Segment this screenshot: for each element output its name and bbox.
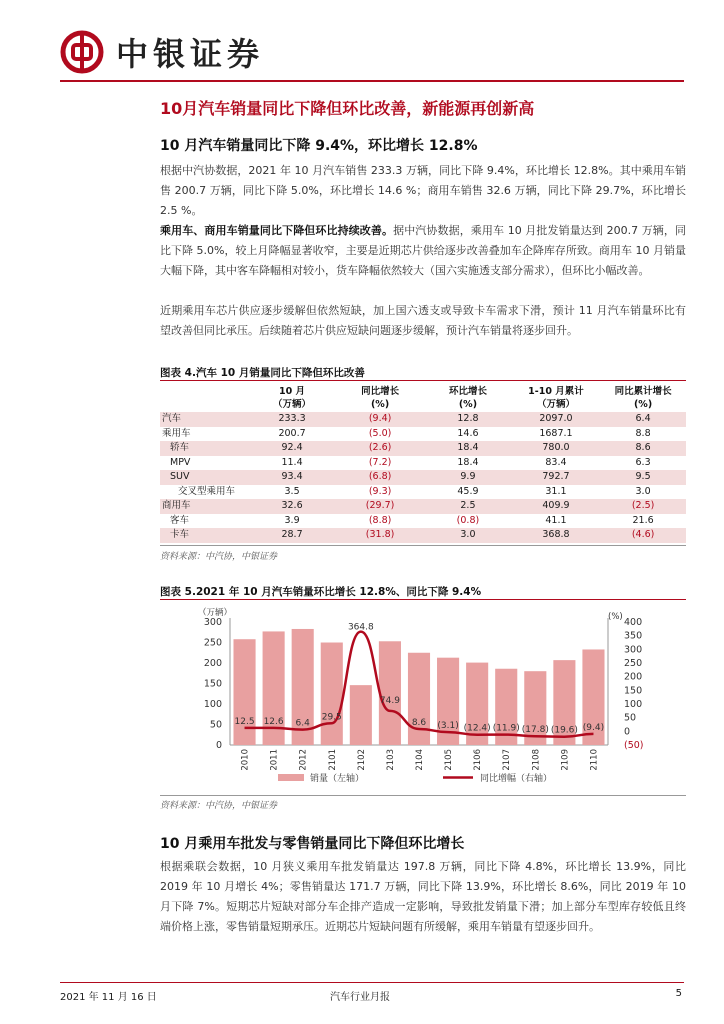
table-cell: 6.4 [600,412,686,427]
x-tick-label: 2110 [589,749,600,771]
table-cell: 3.5 [284,485,300,497]
x-tick-label: 2010 [240,749,251,771]
row-label: 卡车 [160,528,248,543]
legend-line-label: 同比增幅（右轴） [480,774,553,784]
right-tick-label: 150 [624,685,643,697]
table-cell: 11.4 [281,456,303,468]
table-row [160,514,686,529]
sales-chart [160,602,686,792]
right-axis-unit: (%) [608,612,623,622]
yoy-data-label: (11.9) [492,723,520,734]
brand-logo [60,30,264,74]
table-cell: (2.5) [600,499,686,514]
row-label: 轿车 [160,441,248,456]
row-label: SUV [160,470,248,485]
yoy-data-label: 12.5 [234,716,255,727]
table-cell: (29.7) [336,499,424,514]
table-cell: 2.5 [424,499,512,514]
table-cell: (31.8) [336,528,424,543]
section1-paragraph-2-lead: 乘用车、商用车销量同比下降但环比持续改善。 [160,224,394,237]
section1-paragraph-1: 根据中汽协数据，2021 年 10 月汽车销售 233.3 万辆，同比下降 9.4%，环比增长 12.8%。其中乘用车销售 200.7 万辆，同比下降 5.0%，环比增长 14.6 %；商用车销售 32.6 万辆，同比下降 29.7%，环比增长 2.5 %。 [160,164,686,217]
table-header-cell: 同比累计增长 (%) [614,386,672,410]
x-tick-label: 2107 [502,749,513,771]
right-tick-label: 250 [624,658,643,669]
table-cell: (2.6) [336,441,424,456]
section1-paragraph-2-body: 据中汽协数据，乘用车 10 月批发销量达到 200.7 万辆，同比下降 5.0%，较上月降幅显著收窄，主要是近期芯片供给逐步改善叠加车企降库存所致。商用车 10 月销量大幅下降，其中客车降幅相对较小，货车降幅依然较大（国六实施透支部分需求），但环比小幅改善。 [160,224,686,277]
x-tick-label: 2109 [560,749,571,771]
sales-table [160,384,686,543]
right-tick-label: (50) [624,740,644,751]
table-cell: 368.8 [512,528,600,543]
right-tick-label: 400 [624,617,643,628]
x-tick-label: 2106 [473,749,484,771]
table-row [160,456,686,471]
table-row [160,412,686,427]
left-tick-label: 50 [209,719,222,731]
left-axis-unit: （万辆） [198,608,233,618]
table-cell: 1687.1 [539,427,573,439]
footer-rule [60,982,684,983]
yoy-data-label: (3.1) [437,721,459,732]
table-cell: 3.9 [284,514,300,526]
yoy-data-label: 12.6 [263,716,284,727]
table-cell: 792.7 [512,470,600,485]
table-row [160,427,686,442]
table-row [160,485,686,500]
left-tick-label: 200 [203,658,222,669]
yoy-data-label: 6.4 [295,718,310,729]
table-cell: (4.6) [600,528,686,543]
table-cell: 21.6 [632,514,654,526]
section2-title: 10 月乘用车批发与零售销量同比下降但环比增长 [160,836,465,852]
x-tick-label: 2011 [269,749,280,771]
table-cell: 18.4 [457,456,479,468]
figure5-bottom-rule [160,795,686,796]
table-cell: 233.3 [248,412,336,427]
table-header-cell: 10 月 （万辆） [273,386,312,410]
table-cell: 8.8 [635,427,651,439]
row-label: 客车 [170,514,190,526]
table-cell: 200.7 [278,427,306,439]
row-label: 乘用车 [162,427,191,439]
figure5-title: 图表 5.2021 年 10 月汽车销量环比增长 12.8%、同比下降 9.4% [160,586,482,598]
table4-top-rule [160,380,686,381]
section1-title: 10 月汽车销量同比下降 9.4%，环比增长 12.8% [160,138,478,154]
right-tick-label: 100 [624,699,643,710]
yoy-data-label: (17.8) [521,725,549,736]
table-cell: 18.4 [424,441,512,456]
table-cell: 45.9 [457,485,479,497]
table-cell: 6.3 [635,456,651,468]
left-tick-label: 100 [203,699,222,710]
table-header-cell: 1-10 月累计 （万辆） [528,386,584,410]
section2-paragraph-1: 根据乘联会数据，10 月狭义乘用车批发销量达 197.8 万辆，同比下降 4.8%，环比增长 13.9%，同比 2019 年 10 月增长 4%；零售销量达 171.7 万辆，同比下降 13.9%，环比增长 8.6%，同比 2019 年 10 月下降 7%。短期芯片短缺对部分车企排产造成一定影响，导致批发销量下滑；加上部分车型库存较低且终端价格上涨，零售销量短期承压。近期芯片短缺问题有所缓解，乘用车销量有望逐步回升。 [160,860,686,933]
x-tick-label: 2108 [531,749,542,771]
legend-bar-label: 销量（左轴） [310,774,365,784]
section1-paragraph-3: 近期乘用车芯片供应逐步缓解但依然短缺，加上国六透支或导致卡车需求下滑，预计 11 月汽车销量环比有望改善但同比承压。后续随着芯片供应短缺问题逐步缓解，预计汽车销量将逐步回升。 [160,304,686,337]
right-tick-label: 0 [624,726,631,738]
row-label: 汽车 [160,412,248,427]
figure5-source: 资料来源：中汽协，中银证券 [160,801,278,811]
table-cell: 14.6 [457,427,479,439]
table-cell: (8.8) [368,514,392,526]
page-number: 5 [675,988,682,999]
table-cell: 83.4 [545,456,567,468]
page-headline: 10月汽车销量同比下降但环比改善，新能源再创新高 [160,99,535,118]
left-tick-label: 250 [203,637,222,649]
table-cell: (7.2) [368,456,392,468]
table-cell: 31.1 [545,485,567,497]
left-tick-label: 300 [203,617,222,628]
x-tick-label: 2012 [298,749,309,771]
figure5-top-rule [160,599,686,600]
sales-bar [321,643,343,746]
bank-of-china-logo-icon [60,30,104,74]
table-cell: (5.0) [368,427,392,439]
table-cell: 12.8 [424,412,512,427]
sales-bar [379,641,401,745]
x-tick-label: 2103 [385,749,396,771]
table-cell: (6.8) [336,470,424,485]
table-row [160,528,686,543]
yoy-data-label: 364.8 [347,622,374,633]
yoy-data-label: 8.6 [411,717,427,728]
left-tick-label: 150 [203,678,222,690]
table4-title: 图表 4.汽车 10 月销量同比下降但环比改善 [160,367,365,379]
header-rule [60,80,684,82]
yoy-data-label: (9.4) [582,722,605,733]
table-cell: 32.6 [248,499,336,514]
table-cell: 2097.0 [512,412,600,427]
table-header-row [160,384,686,412]
table-cell: 92.4 [248,441,336,456]
table-header-cell: 环比增长 (%) [448,386,487,410]
table4-source: 资料来源：中汽协，中银证券 [160,552,278,562]
right-tick-label: 200 [624,671,643,683]
section1-paragraph-2 [160,221,686,281]
table-cell: (9.4) [336,412,424,427]
table-cell: 41.1 [545,514,567,526]
x-tick-label: 2101 [327,749,338,771]
table-header-cell [160,384,248,412]
table-body [160,412,686,543]
table-cell: 9.5 [600,470,686,485]
brand-name: 中银证券 [116,35,265,73]
yoy-data-label: (12.4) [463,723,491,734]
x-tick-label: 2105 [444,749,455,771]
sales-bar [350,685,372,745]
footer-report-title: 汽车行业月报 [330,992,390,1003]
table-cell: 93.4 [248,470,336,485]
sales-bar [408,653,430,745]
table-row [160,441,686,456]
yoy-data-label: 74.9 [379,695,400,706]
table-cell: (0.8) [456,514,480,526]
table-header-cell: 同比增长 (%) [361,386,400,410]
table-cell: 409.9 [512,499,600,514]
right-tick-label: 50 [624,712,637,724]
x-tick-label: 2104 [415,749,425,771]
legend-bar-swatch [278,774,304,781]
right-tick-label: 350 [624,630,643,642]
table-cell: 780.0 [512,441,600,456]
table-row [160,470,686,485]
row-label: MPV [170,456,191,468]
table-row [160,499,686,514]
right-tick-label: 300 [624,644,643,656]
x-tick-label: 2102 [356,749,367,771]
footer-date: 2021 年 11 月 16 日 [60,992,157,1003]
table-cell: 3.0 [424,528,512,543]
yoy-data-label: (19.6) [550,725,578,736]
table-cell: 9.9 [424,470,512,485]
table-cell: 8.6 [600,441,686,456]
table-cell: 28.7 [248,528,336,543]
row-label: 商用车 [160,499,248,514]
yoy-data-label: 29.5 [321,712,342,723]
table4-bottom-rule [160,545,686,546]
left-tick-label: 0 [215,740,222,751]
row-label: 交叉型乘用车 [178,485,236,497]
table-cell: (9.3) [368,485,392,497]
table-cell: 3.0 [635,485,651,497]
